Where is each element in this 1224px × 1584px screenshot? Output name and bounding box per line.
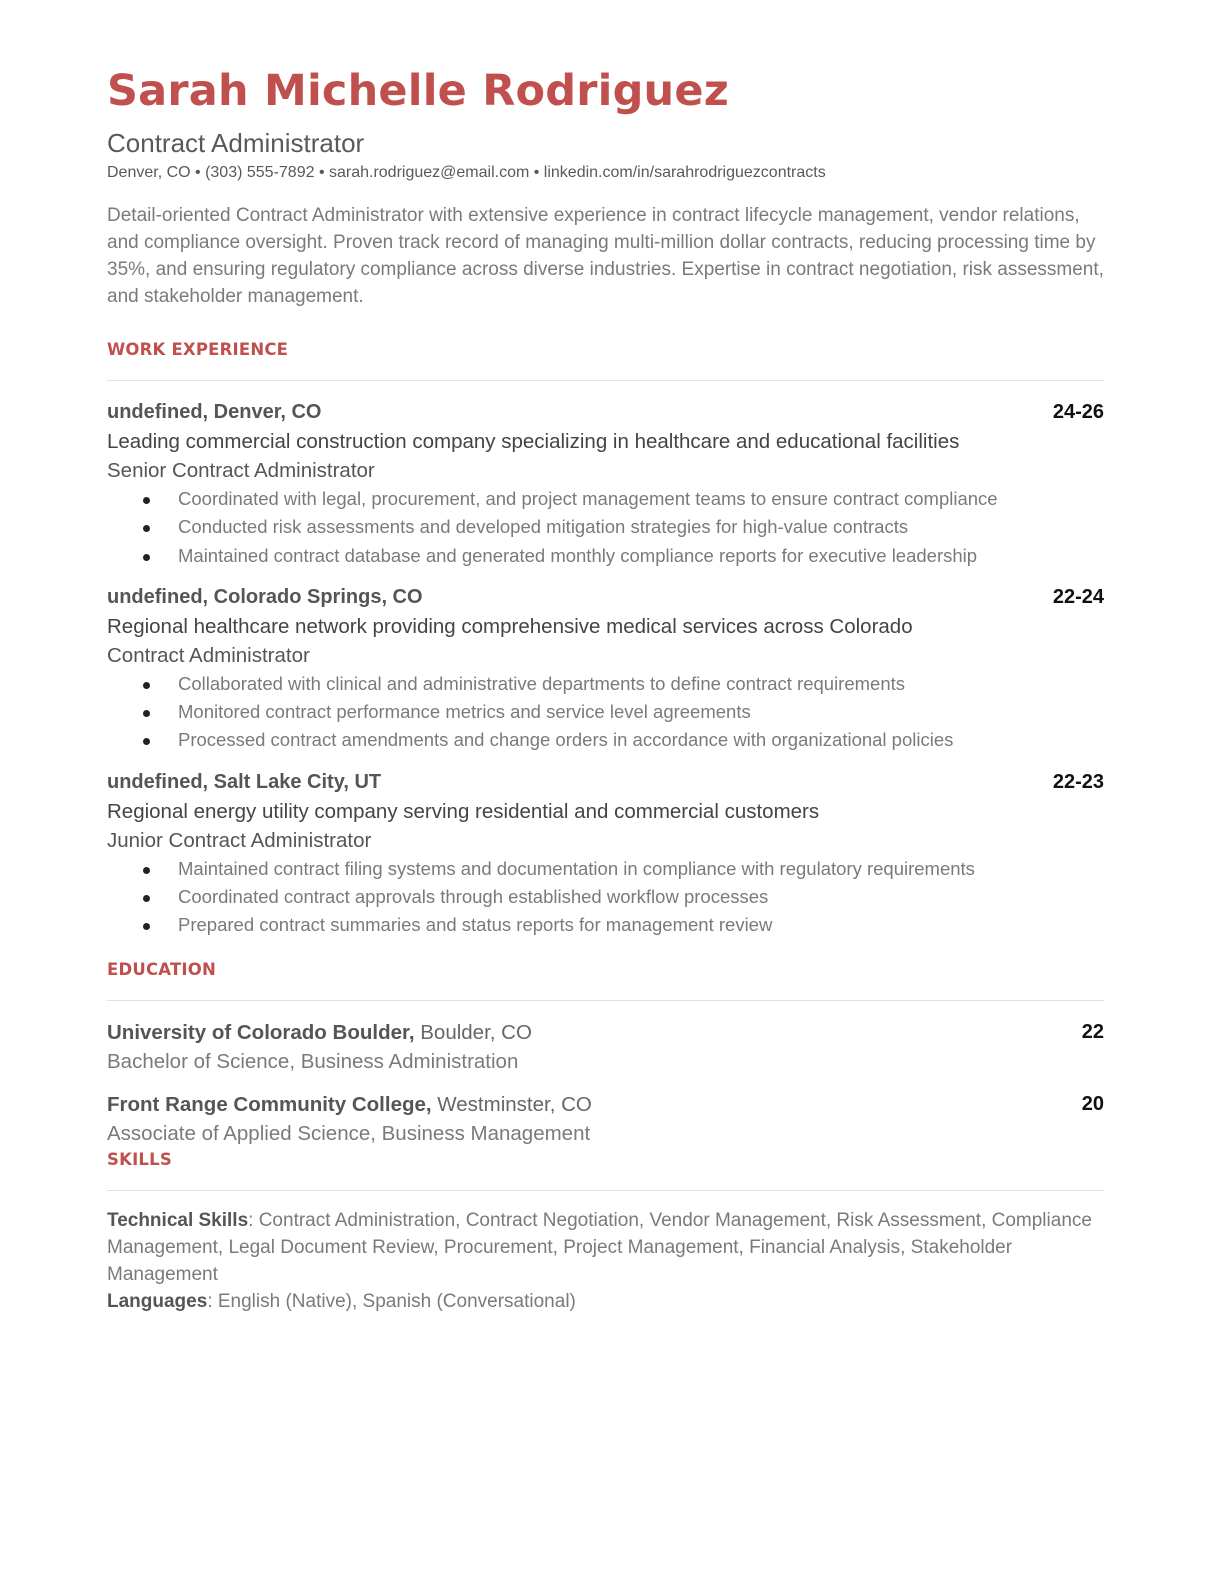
job-role: Junior Contract Administrator <box>107 828 372 852</box>
skills-section <box>107 1149 1104 1315</box>
job-bullet <box>107 485 1104 513</box>
job-bullet <box>107 670 1104 698</box>
job-employer-location: undefined, Denver, CO <box>107 401 322 423</box>
job-bullet <box>107 911 1104 939</box>
job-bullet <box>107 726 1104 754</box>
languages-label: Languages <box>107 1290 208 1312</box>
skills-content <box>107 1207 1104 1315</box>
education-year: 22 <box>1081 1020 1104 1043</box>
company-description: Regional healthcare network providing comprehensive medical services across Colorado <box>107 614 913 638</box>
institution-name: University of Colorado Boulder, <box>107 1020 415 1044</box>
degree: Associate of Applied Science, Business Management <box>107 1121 591 1145</box>
bullet-text: Monitored contract performance metrics and service level agreements <box>178 701 751 723</box>
bullet-icon <box>143 497 150 504</box>
company-description: Leading commercial construction company specializing in healthcare and educational facilities <box>107 430 960 453</box>
job-role: Senior Contract Administrator <box>107 459 375 482</box>
bullet-icon <box>143 867 150 874</box>
languages <box>107 1288 1104 1315</box>
bullet-icon <box>143 525 150 532</box>
section-divider <box>107 380 1104 381</box>
education-heading <box>107 1018 1104 1047</box>
section-divider <box>107 1000 1104 1001</box>
bullet-icon <box>143 554 150 561</box>
job-entry <box>107 398 1104 570</box>
bullet-icon <box>143 710 150 717</box>
education-heading <box>107 1090 1104 1119</box>
bullet-text: Coordinated with legal, procurement, and project management teams to ensure contract compliance <box>178 488 998 509</box>
company-description: Regional energy utility company serving residential and commercial customers <box>107 799 820 823</box>
job-bullet <box>107 855 1104 883</box>
bullet-icon <box>143 738 150 745</box>
job-bullet <box>107 542 1104 570</box>
bullet-text: Maintained contract filing systems and documentation in compliance with regulatory requirements <box>178 857 975 879</box>
bullet-icon <box>143 923 150 930</box>
job-bullet-list <box>107 485 1104 570</box>
job-bullet <box>107 698 1104 726</box>
languages-value: : English (Native), Spanish (Conversational) <box>207 1290 576 1312</box>
section-heading-skills: SKILLS <box>107 1149 172 1169</box>
job-role: Contract Administrator <box>107 643 310 667</box>
candidate-name: Sarah Michelle Rodriguez <box>107 66 729 116</box>
institution-location: Westminster, CO <box>431 1092 592 1116</box>
education-year: 20 <box>1081 1092 1104 1115</box>
bullet-text: Processed contract amendments and change orders in accordance with organizational policies <box>178 729 954 751</box>
resume-page <box>107 60 1104 1315</box>
bullet-icon <box>143 682 150 689</box>
job-bullet <box>107 883 1104 911</box>
bullet-text: Coordinated contract approvals through established workflow processes <box>178 886 769 908</box>
job-bullet-list <box>107 855 1104 940</box>
bullet-icon <box>143 895 150 902</box>
job-employer-location: undefined, Salt Lake City, UT <box>107 770 382 793</box>
job-entry <box>107 768 1104 940</box>
education-entry <box>107 1018 1104 1076</box>
section-heading-work-experience: WORK EXPERIENCE <box>107 340 289 359</box>
contact-line: Denver, CO • (303) 555-7892 • sarah.rodriguez@email.com • linkedin.com/in/sarahrodriguezcontracts <box>107 164 826 181</box>
institution-name: Front Range Community College, <box>107 1092 432 1116</box>
bullet-text: Collaborated with clinical and administrative departments to define contract requirements <box>178 672 906 694</box>
technical-skills-label: Technical Skills <box>107 1209 249 1231</box>
bullet-text: Conducted risk assessments and developed mitigation strategies for high-value contracts <box>178 516 909 538</box>
job-dates: 22-24 <box>1052 585 1104 608</box>
job-title: Contract Administrator <box>107 128 365 158</box>
job-dates: 24-26 <box>1052 401 1104 423</box>
bullet-text: Maintained contract database and generated monthly compliance reports for executive leadership <box>178 544 978 566</box>
section-divider <box>107 1190 1104 1191</box>
job-dates: 22-23 <box>1052 770 1104 793</box>
job-employer-location: undefined, Colorado Springs, CO <box>107 585 423 608</box>
section-heading-education: EDUCATION <box>107 959 216 979</box>
education-entry <box>107 1090 1104 1148</box>
professional-summary: Detail-oriented Contract Administrator with extensive experience in contract lifecycle management, vendor relations, and compliance oversight. Proven track record of managing multi-million dollar contracts, reducing processing time by 35%, and ensuring regulatory compliance across diverse industries. Expertise in contract negotiation, risk assessment, and stakeholder management. <box>107 205 1104 307</box>
institution-location: Boulder, CO <box>414 1020 532 1044</box>
technical-skills-value: : Contract Administration, Contract Negotiation, Vendor Management, Risk Assessment, Compliance Management, Legal Document Review, Procurement, Project Management, Financial Analysis, Stakeholder Management <box>107 1209 1092 1285</box>
job-entry <box>107 583 1104 755</box>
degree: Bachelor of Science, Business Administration <box>107 1049 519 1073</box>
education-section <box>107 959 1104 1148</box>
work-experience-section <box>107 339 1104 940</box>
job-bullet <box>107 513 1104 541</box>
job-bullet-list <box>107 670 1104 755</box>
bullet-text: Prepared contract summaries and status reports for management review <box>178 914 773 936</box>
technical-skills <box>107 1207 1104 1288</box>
